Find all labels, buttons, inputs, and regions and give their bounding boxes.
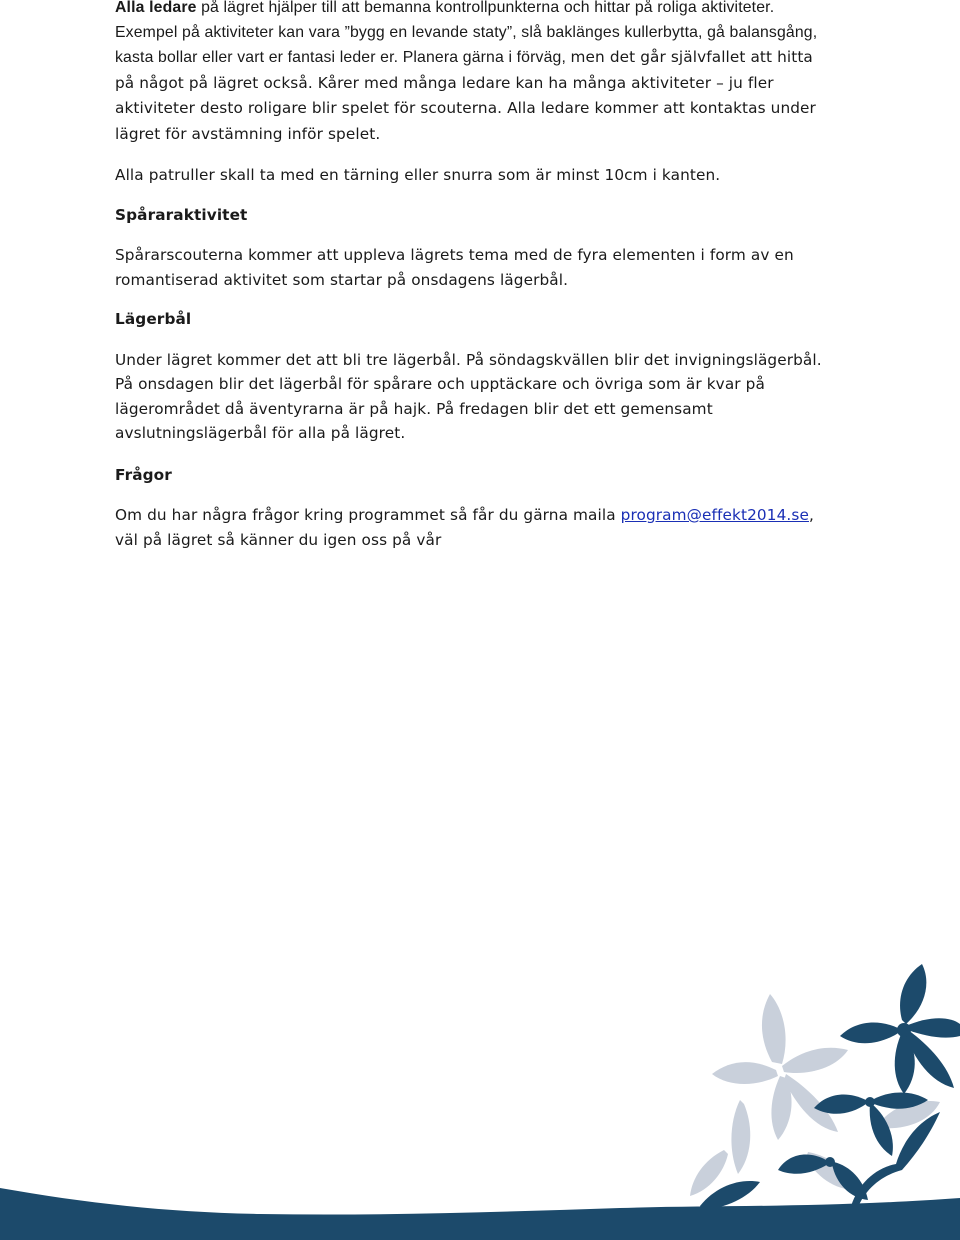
fragor-paragraph — [115, 503, 835, 552]
email-link[interactable]: program@effekt2014.se — [620, 506, 809, 524]
intro-lead-bold: Alla ledare — [115, 0, 197, 16]
sparar-paragraph: Spårarscouterna kommer att uppleva lägrets tema med de fyra elementen i form av en romantiserad aktivitet som startar på onsdagens lägerbål. — [115, 246, 794, 289]
intro-text-part-2: men det går självfallet att hitta på något på lägret också. Kårer med många ledare kan ha många aktiviteter – ju fler aktiviteter desto roligare blir spelet för scouterna. Alla ledare kommer att kontaktas under lägret för avstämning inför spelet. — [115, 48, 816, 143]
bottom-wave-band — [0, 1188, 960, 1240]
heading-lagerbal: Lägerbål — [115, 310, 192, 328]
fragor-text-after: , väl på lägret så känner du igen oss på vår — [115, 506, 814, 549]
fragor-text-before: Om du har några frågor kring programmet så får du gärna maila — [115, 506, 621, 524]
intro-paragraph — [115, 0, 835, 147]
dice-note: Alla patruller skall ta med en tärning eller snurra som är minst 10cm i kanten. — [115, 166, 721, 184]
document-body — [115, 0, 835, 552]
intro-text-part-1: på lägret hjälper till att bemanna kontrollpunkterna och hittar på roliga aktiviteter. Exempel på aktiviteter kan vara ”bygg en levande staty”, slå baklänges kullerbytta, gå balansgång, kasta bollar eller vart er fantasi leder er. Planera gärna i förväg, — [115, 0, 818, 66]
lagerbal-paragraph: Under lägret kommer det att bli tre lägerbål. På söndagskvällen blir det invigningslägerbål. På onsdagen blir det lägerbål för spårare och upptäckare och övriga som är kvar på lägerområdet då äventyrarna är på hajk. På fredagen blir det ett gemensamt avslutningslägerbål för alla på lägret. — [115, 350, 822, 442]
heading-sparar: Spåraraktivitet — [115, 205, 248, 224]
floral-decoration — [0, 940, 960, 1240]
heading-fragor: Frågor — [115, 465, 172, 484]
